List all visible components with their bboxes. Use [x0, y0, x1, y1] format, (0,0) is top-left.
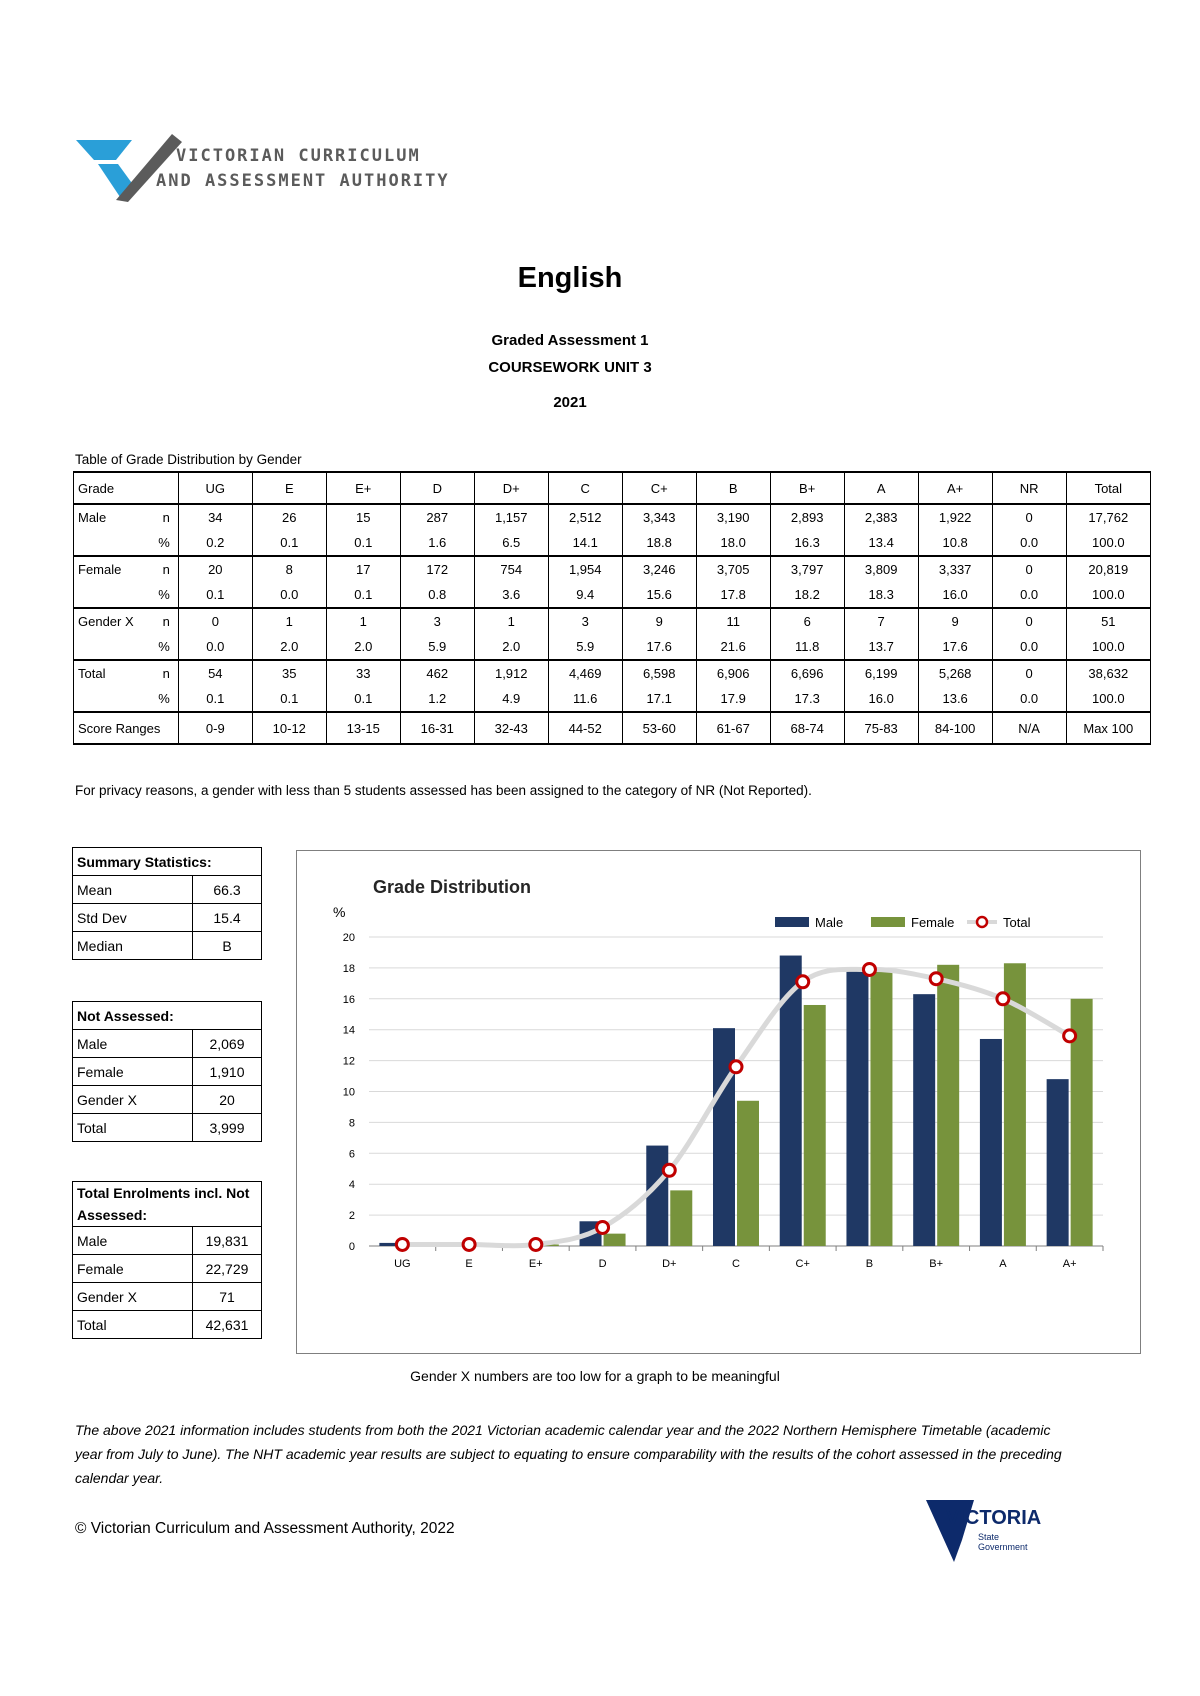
enrolments-value: 19,831	[193, 1227, 262, 1255]
header-cell: E+	[326, 472, 400, 504]
percent-cell: 13.7	[844, 634, 918, 660]
count-cell: 1,157	[474, 504, 548, 530]
percent-cell: 17.8	[696, 582, 770, 608]
bar-female	[604, 1234, 626, 1246]
count-cell: 6	[770, 608, 844, 634]
count-cell: 6,696	[770, 660, 844, 686]
count-cell: 3,337	[918, 556, 992, 582]
percent-cell: 0.1	[326, 686, 400, 712]
bar-male	[1047, 1079, 1069, 1246]
bar-female	[870, 971, 892, 1246]
percent-cell: 2.0	[474, 634, 548, 660]
vcaa-logo	[76, 134, 476, 204]
count-cell: 0	[178, 608, 252, 634]
grade-distribution-chart	[296, 850, 1141, 1354]
percent-cell: 1.6	[400, 530, 474, 556]
bar-female	[804, 1005, 826, 1246]
row-unit-n: n	[154, 556, 179, 582]
page-title: English	[517, 262, 623, 294]
row-group-label: Gender X	[74, 608, 154, 634]
percent-cell: 10.8	[918, 530, 992, 556]
enrolments-row	[73, 1311, 262, 1339]
total-point	[930, 973, 942, 985]
summary-row	[73, 876, 262, 904]
enrolments-heading: Total Enrolments incl. Not Assessed:	[73, 1182, 262, 1227]
row-unit-pct: %	[154, 530, 179, 556]
percent-cell: 0.0	[992, 686, 1066, 712]
not-assessed-label: Gender X	[73, 1086, 193, 1114]
row-unit-pct: %	[154, 582, 179, 608]
chart-canvas	[297, 851, 1140, 1353]
percent-cell: 9.4	[548, 582, 622, 608]
score-range-cell: 13-15	[326, 712, 400, 744]
bar-female	[937, 965, 959, 1246]
copyright: © Victorian Curriculum and Assessment Authority, 2022	[75, 1520, 455, 1537]
gender-x-note: Gender X numbers are too low for a graph to be meaningful	[410, 1368, 780, 1384]
x-tick-label: C+	[795, 1258, 810, 1270]
percent-cell: 14.1	[548, 530, 622, 556]
summary-row	[73, 932, 262, 960]
percent-cell: 4.9	[474, 686, 548, 712]
score-range-cell: Max 100	[1066, 712, 1150, 744]
bar-male	[913, 994, 935, 1246]
percent-cell: 11.6	[548, 686, 622, 712]
legend-label-total: Total	[1003, 915, 1031, 930]
legend-swatch-total-marker	[977, 917, 987, 927]
count-cell: 3,343	[622, 504, 696, 530]
not-assessed-value: 1,910	[193, 1058, 262, 1086]
score-ranges-label: Score Ranges	[74, 712, 179, 744]
footnote: The above 2021 information includes students from both the 2021 Victorian academic calendar year and the 2022 Northern Hemisphere Timetable (academic year from July to June). The NHT academic year results are subject to equating to ensure comparability with the results of the cohort assessed in the preceding calendar year.	[75, 1422, 1062, 1486]
table-row	[74, 504, 1151, 530]
count-cell: 54	[178, 660, 252, 686]
count-cell: 3,797	[770, 556, 844, 582]
summary-row	[73, 904, 262, 932]
header-cell: B	[696, 472, 770, 504]
percent-cell: 17.6	[918, 634, 992, 660]
score-range-cell: 61-67	[696, 712, 770, 744]
bar-male	[980, 1039, 1002, 1246]
header-cell: D	[400, 472, 474, 504]
count-cell: 34	[178, 504, 252, 530]
total-point	[597, 1221, 609, 1233]
count-cell: 20,819	[1066, 556, 1150, 582]
header-cell: C	[548, 472, 622, 504]
not-assessed-row	[73, 1058, 262, 1086]
percent-cell: 11.8	[770, 634, 844, 660]
percent-cell: 0.0	[992, 634, 1066, 660]
count-cell: 2,893	[770, 504, 844, 530]
not-assessed-table	[72, 1001, 262, 1142]
table-row	[74, 660, 1151, 686]
count-cell: 11	[696, 608, 770, 634]
percent-cell: 18.0	[696, 530, 770, 556]
header-cell: E	[252, 472, 326, 504]
summary-value: 66.3	[193, 876, 262, 904]
total-point	[797, 976, 809, 988]
count-cell: 9	[622, 608, 696, 634]
enrolments-label: Gender X	[73, 1283, 193, 1311]
not-assessed-value: 20	[193, 1086, 262, 1114]
assessment-year: 2021	[553, 394, 587, 411]
victoria-logo-mark	[926, 1496, 1056, 1566]
score-ranges-row	[74, 712, 1151, 744]
x-tick-label: C	[732, 1258, 740, 1270]
y-axis-label: %	[333, 904, 346, 920]
score-range-cell: 44-52	[548, 712, 622, 744]
percent-cell: 0.1	[326, 582, 400, 608]
assessment-name: Graded Assessment 1	[491, 332, 649, 349]
summary-statistics-table	[72, 847, 262, 960]
chart-title: Grade Distribution	[373, 877, 532, 897]
percent-cell: 0.1	[178, 686, 252, 712]
header-cell: C+	[622, 472, 696, 504]
y-tick-label: 10	[342, 1086, 355, 1099]
count-cell: 17	[326, 556, 400, 582]
header-cell: A	[844, 472, 918, 504]
grade-distribution-table	[73, 471, 1151, 745]
percent-cell: 0.1	[252, 530, 326, 556]
row-unit-n: n	[154, 504, 179, 530]
row-unit-n: n	[154, 660, 179, 686]
x-tick-label: D	[598, 1258, 607, 1270]
bar-female	[737, 1101, 759, 1246]
count-cell: 0	[992, 556, 1066, 582]
not-assessed-value: 2,069	[193, 1030, 262, 1058]
not-assessed-label: Female	[73, 1058, 193, 1086]
y-tick-label: 6	[348, 1148, 355, 1161]
percent-cell: 13.6	[918, 686, 992, 712]
row-unit-n: n	[154, 608, 179, 634]
summary-label: Mean	[73, 876, 193, 904]
total-point	[530, 1238, 542, 1250]
count-cell: 172	[400, 556, 474, 582]
score-range-cell: 10-12	[252, 712, 326, 744]
table-row	[74, 634, 1151, 660]
percent-cell: 13.4	[844, 530, 918, 556]
count-cell: 0	[992, 608, 1066, 634]
x-tick-label: E+	[528, 1258, 543, 1270]
count-cell: 5,268	[918, 660, 992, 686]
percent-cell: 100.0	[1066, 582, 1150, 608]
count-cell: 3,246	[622, 556, 696, 582]
percent-cell: 0.0	[252, 582, 326, 608]
count-cell: 3	[400, 608, 474, 634]
count-cell: 7	[844, 608, 918, 634]
table-row	[74, 686, 1151, 712]
x-tick-label: A	[999, 1258, 1007, 1270]
row-group-label: Female	[74, 556, 154, 582]
count-cell: 1	[326, 608, 400, 634]
enrolments-value: 42,631	[193, 1311, 262, 1339]
x-tick-label: UG	[394, 1258, 411, 1270]
percent-cell: 18.8	[622, 530, 696, 556]
header-cell: A+	[918, 472, 992, 504]
percent-cell: 17.3	[770, 686, 844, 712]
logo-line-1: VICTORIAN CURRICULUM	[176, 146, 421, 166]
logo-line-2: AND ASSESSMENT AUTHORITY	[156, 171, 450, 191]
count-cell: 754	[474, 556, 548, 582]
table-row	[74, 608, 1151, 634]
x-tick-label: D+	[662, 1258, 677, 1270]
count-cell: 8	[252, 556, 326, 582]
percent-cell: 100.0	[1066, 530, 1150, 556]
header-cell: Total	[1066, 472, 1150, 504]
count-cell: 6,199	[844, 660, 918, 686]
percent-cell: 0.1	[178, 582, 252, 608]
count-cell: 9	[918, 608, 992, 634]
legend-label-female: Female	[911, 915, 955, 930]
percent-cell: 0.1	[252, 686, 326, 712]
enrolments-row	[73, 1227, 262, 1255]
count-cell: 3,190	[696, 504, 770, 530]
y-tick-label: 20	[342, 932, 355, 944]
summary-label: Std Dev	[73, 904, 193, 932]
count-cell: 0	[992, 660, 1066, 686]
count-cell: 6,598	[622, 660, 696, 686]
percent-cell: 2.0	[326, 634, 400, 660]
enrolments-row	[73, 1255, 262, 1283]
enrolments-label: Female	[73, 1255, 193, 1283]
percent-cell: 17.9	[696, 686, 770, 712]
count-cell: 462	[400, 660, 474, 686]
not-assessed-row	[73, 1114, 262, 1142]
total-point	[663, 1164, 675, 1176]
table-caption: Table of Grade Distribution by Gender	[75, 452, 302, 467]
total-point	[863, 963, 875, 975]
y-tick-label: 14	[342, 1024, 355, 1037]
enrolments-value: 71	[193, 1283, 262, 1311]
row-group-label: Male	[74, 504, 154, 530]
not-assessed-label: Total	[73, 1114, 193, 1142]
percent-cell: 17.1	[622, 686, 696, 712]
percent-cell: 0.0	[178, 634, 252, 660]
table-row	[74, 556, 1151, 582]
x-tick-label: B+	[929, 1258, 944, 1270]
percent-cell: 16.0	[918, 582, 992, 608]
score-range-cell: 68-74	[770, 712, 844, 744]
count-cell: 1,922	[918, 504, 992, 530]
not-assessed-row	[73, 1086, 262, 1114]
percent-cell: 16.3	[770, 530, 844, 556]
count-cell: 6,906	[696, 660, 770, 686]
percent-cell: 16.0	[844, 686, 918, 712]
score-range-cell: 16-31	[400, 712, 474, 744]
table-row	[74, 530, 1151, 556]
count-cell: 20	[178, 556, 252, 582]
count-cell: 2,512	[548, 504, 622, 530]
row-group-label-empty	[74, 530, 154, 556]
bar-female	[670, 1190, 692, 1246]
row-group-label-empty	[74, 634, 154, 660]
score-range-cell: N/A	[992, 712, 1066, 744]
count-cell: 33	[326, 660, 400, 686]
percent-cell: 0.1	[326, 530, 400, 556]
percent-cell: 5.9	[400, 634, 474, 660]
y-tick-label: 8	[348, 1117, 355, 1130]
total-point	[463, 1238, 475, 1250]
percent-cell: 1.2	[400, 686, 474, 712]
bar-male	[646, 1146, 668, 1246]
total-point	[396, 1238, 408, 1250]
bar-male	[846, 968, 868, 1246]
row-group-label-empty	[74, 582, 154, 608]
count-cell: 1,912	[474, 660, 548, 686]
y-tick-label: 16	[342, 993, 355, 1006]
legend-label-male: Male	[815, 915, 844, 930]
enrolments-row	[73, 1283, 262, 1311]
victoria-logo-line2: Government	[978, 1542, 1028, 1552]
percent-cell: 5.9	[548, 634, 622, 660]
enrolments-label: Total	[73, 1311, 193, 1339]
table-header-row	[74, 472, 1151, 504]
percent-cell: 0.8	[400, 582, 474, 608]
count-cell: 35	[252, 660, 326, 686]
y-tick-label: 12	[342, 1055, 355, 1068]
percent-cell: 6.5	[474, 530, 548, 556]
count-cell: 1	[474, 608, 548, 634]
victoria-logo-word: VICTORIA	[946, 1507, 1042, 1529]
count-cell: 38,632	[1066, 660, 1150, 686]
legend-swatch-female	[871, 917, 905, 927]
summary-heading: Summary Statistics:	[73, 848, 262, 876]
not-assessed-row	[73, 1030, 262, 1058]
y-tick-label: 18	[342, 962, 355, 975]
header-cell: NR	[992, 472, 1066, 504]
percent-cell: 18.2	[770, 582, 844, 608]
percent-cell: 21.6	[696, 634, 770, 660]
row-group-label: Total	[74, 660, 154, 686]
row-unit-pct: %	[154, 686, 179, 712]
not-assessed-value: 3,999	[193, 1114, 262, 1142]
row-group-label-empty	[74, 686, 154, 712]
percent-cell: 2.0	[252, 634, 326, 660]
header-cell: UG	[178, 472, 252, 504]
y-tick-label: 0	[348, 1241, 355, 1253]
count-cell: 4,469	[548, 660, 622, 686]
total-line	[402, 969, 1069, 1245]
count-cell: 287	[400, 504, 474, 530]
score-range-cell: 0-9	[178, 712, 252, 744]
count-cell: 1	[252, 608, 326, 634]
summary-value: 15.4	[193, 904, 262, 932]
total-enrolments-table	[72, 1181, 262, 1339]
enrolments-value: 22,729	[193, 1255, 262, 1283]
count-cell: 2,383	[844, 504, 918, 530]
victoria-state-government-logo	[926, 1496, 1056, 1566]
table-row	[74, 582, 1151, 608]
enrolments-label: Male	[73, 1227, 193, 1255]
score-range-cell: 75-83	[844, 712, 918, 744]
score-range-cell: 84-100	[918, 712, 992, 744]
percent-cell: 3.6	[474, 582, 548, 608]
header-cell: D+	[474, 472, 548, 504]
x-tick-label: B	[865, 1258, 874, 1270]
total-point	[997, 993, 1009, 1005]
count-cell: 26	[252, 504, 326, 530]
x-tick-label: E	[465, 1258, 473, 1270]
summary-value: B	[193, 932, 262, 960]
percent-cell: 100.0	[1066, 634, 1150, 660]
total-point	[730, 1061, 742, 1073]
y-tick-label: 2	[348, 1210, 355, 1223]
percent-cell: 15.6	[622, 582, 696, 608]
header-cell: B+	[770, 472, 844, 504]
count-cell: 0	[992, 504, 1066, 530]
count-cell: 3,705	[696, 556, 770, 582]
legend-swatch-male	[775, 917, 809, 927]
header-cell-grade: Grade	[74, 472, 179, 504]
y-tick-label: 4	[348, 1179, 355, 1192]
victoria-logo-line1: State	[978, 1532, 1000, 1542]
count-cell: 51	[1066, 608, 1150, 634]
vcaa-logo-mark	[76, 134, 476, 204]
percent-cell: 0.0	[992, 582, 1066, 608]
not-assessed-heading: Not Assessed:	[73, 1002, 262, 1030]
privacy-note: For privacy reasons, a gender with less than 5 students assessed has been assigned to the category of NR (Not Reported).	[75, 783, 812, 798]
score-range-cell: 32-43	[474, 712, 548, 744]
not-assessed-label: Male	[73, 1030, 193, 1058]
count-cell: 1,954	[548, 556, 622, 582]
score-range-cell: 53-60	[622, 712, 696, 744]
percent-cell: 0.0	[992, 530, 1066, 556]
percent-cell: 18.3	[844, 582, 918, 608]
coursework-unit: COURSEWORK UNIT 3	[488, 359, 652, 376]
count-cell: 15	[326, 504, 400, 530]
count-cell: 3,809	[844, 556, 918, 582]
x-tick-label: A+	[1062, 1258, 1077, 1270]
percent-cell: 17.6	[622, 634, 696, 660]
percent-cell: 100.0	[1066, 686, 1150, 712]
percent-cell: 0.2	[178, 530, 252, 556]
summary-label: Median	[73, 932, 193, 960]
row-unit-pct: %	[154, 634, 179, 660]
count-cell: 3	[548, 608, 622, 634]
total-point	[1064, 1030, 1076, 1042]
count-cell: 17,762	[1066, 504, 1150, 530]
